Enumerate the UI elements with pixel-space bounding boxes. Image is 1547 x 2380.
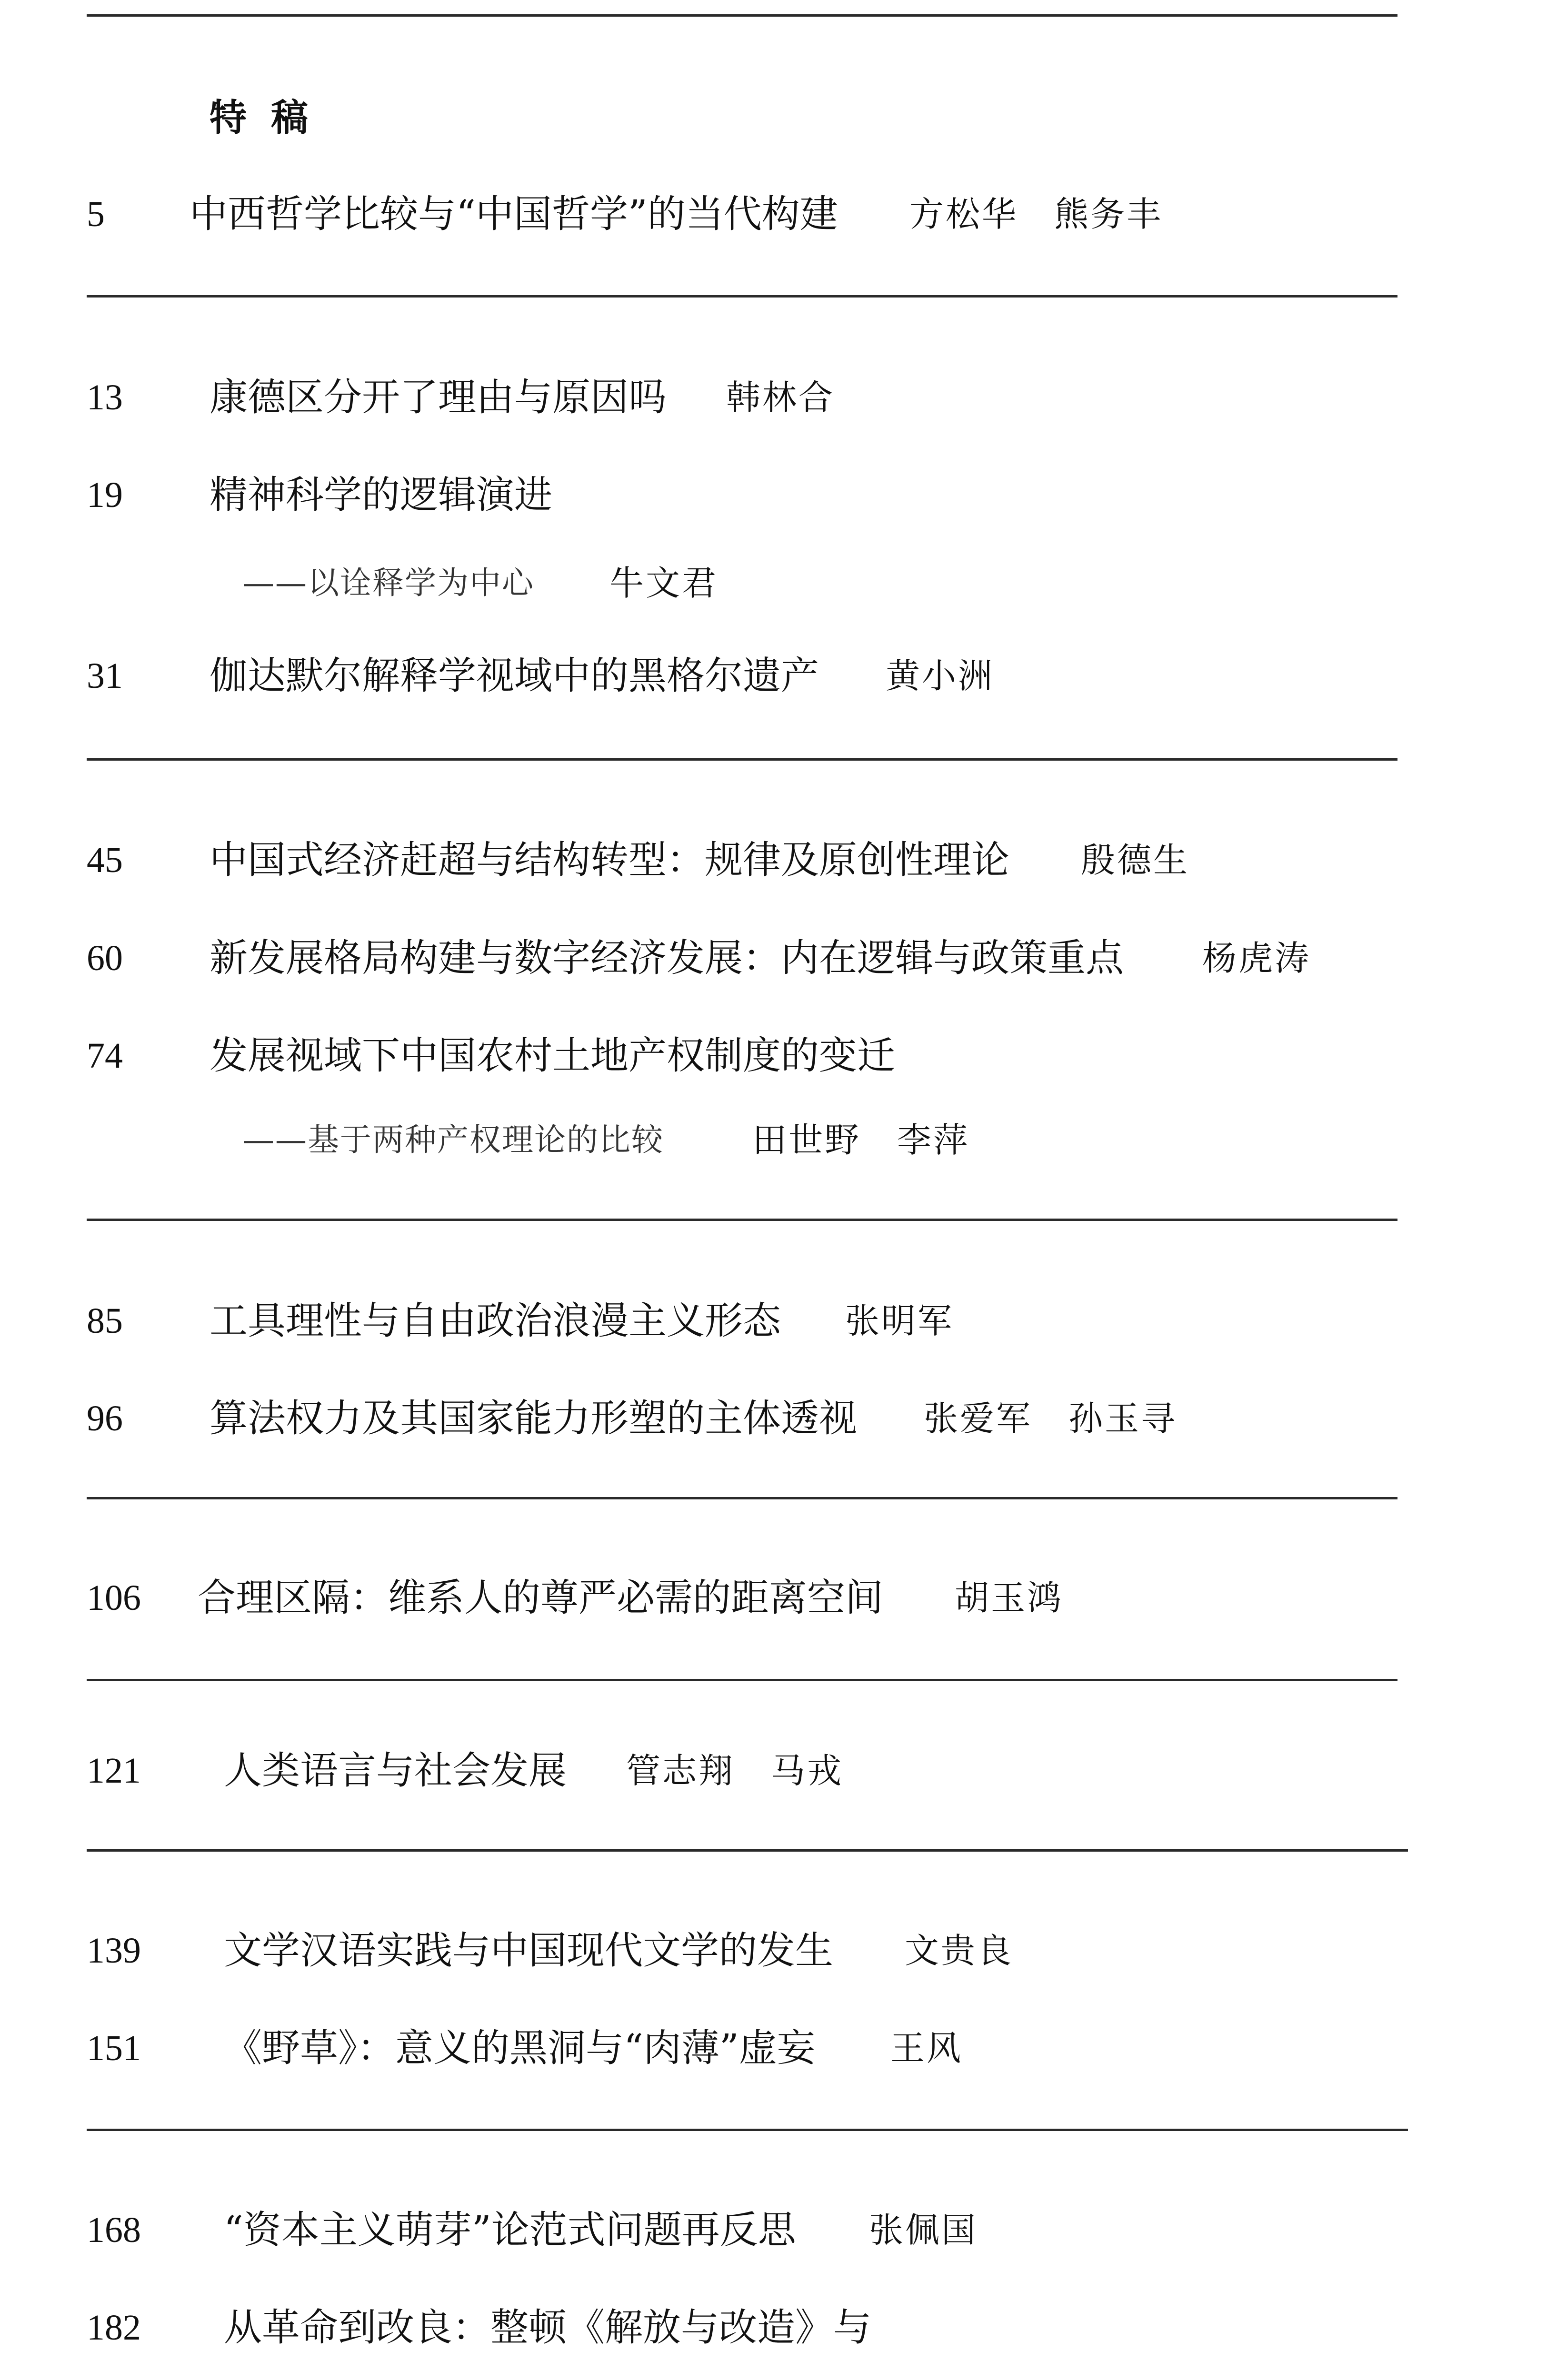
toc-entry[interactable] <box>0 1745 1547 1797</box>
page-number: 168 <box>87 2210 141 2250</box>
article-subtitle: ——基于两种产权理论的比较 <box>243 1121 664 1158</box>
toc-entry[interactable] <box>0 1572 1547 1624</box>
toc-entry[interactable] <box>0 650 1547 702</box>
divider <box>87 1849 1408 1852</box>
page-number: 121 <box>87 1751 141 1791</box>
article-title: 新发展格局构建与数字经济发展：内在逻辑与政策重点 <box>210 936 1124 980</box>
divider <box>87 1497 1397 1499</box>
article-title: 精神科学的逻辑演进 <box>210 473 552 517</box>
divider <box>87 1219 1397 1221</box>
toc-entry[interactable] <box>0 1924 1547 1977</box>
article-title: 算法权力及其国家能力形塑的主体透视 <box>210 1396 857 1440</box>
article-subtitle: ——以诠释学为中心 <box>243 565 534 601</box>
article-authors: 管志翔 马戎 <box>626 1751 844 1791</box>
toc-entry[interactable] <box>0 188 1547 240</box>
article-authors: 胡玉鸿 <box>955 1578 1064 1618</box>
toc-entry-subtitle-line <box>0 557 1547 609</box>
toc-entry[interactable] <box>0 834 1547 886</box>
divider <box>87 1679 1397 1681</box>
page-number: 96 <box>87 1398 123 1438</box>
article-title: 中西哲学比较与“中国哲学”的当代构建 <box>190 192 838 236</box>
toc-entry[interactable] <box>0 932 1547 984</box>
article-authors: 殷德生 <box>1081 840 1190 880</box>
article-title: “资本主义萌芽”论范式问题再反思 <box>224 2208 796 2252</box>
toc-entry[interactable] <box>0 1392 1547 1445</box>
page-number: 45 <box>87 840 123 880</box>
toc-entry-subtitle-line <box>0 1114 1547 1166</box>
page-number: 139 <box>87 1931 141 1971</box>
page-number: 74 <box>87 1036 123 1076</box>
toc-entry[interactable] <box>0 2204 1547 2256</box>
article-authors: 黄小洲 <box>886 656 995 696</box>
toc-entry[interactable] <box>0 469 1547 521</box>
article-title: 合理区隔：维系人的尊严必需的距离空间 <box>198 1576 883 1620</box>
toc-entry[interactable] <box>0 1295 1547 1347</box>
article-authors: 张明军 <box>845 1301 954 1341</box>
divider <box>87 2129 1408 2131</box>
article-title: 文学汉语实践与中国现代文学的发生 <box>224 1928 833 1973</box>
article-authors: 文贵良 <box>905 1931 1014 1971</box>
page-number: 182 <box>87 2308 141 2348</box>
page-number: 5 <box>87 194 105 234</box>
page-number: 106 <box>87 1578 141 1618</box>
article-title: 康德区分开了理由与原因吗 <box>210 375 667 419</box>
article-title: 人类语言与社会发展 <box>224 1748 567 1793</box>
page-number: 60 <box>87 938 123 978</box>
article-authors: 张佩国 <box>869 2210 978 2250</box>
article-title: 发展视域下中国农村土地产权制度的变迁 <box>210 1033 895 1078</box>
toc-entry[interactable] <box>0 1030 1547 1082</box>
article-authors: 田世野 李萍 <box>752 1120 970 1160</box>
article-authors: 王风 <box>890 2028 963 2068</box>
page-number: 31 <box>87 656 123 696</box>
divider <box>87 758 1397 761</box>
page-number: 19 <box>87 475 123 515</box>
divider <box>87 14 1397 17</box>
article-authors: 张爱军 孙玉寻 <box>924 1398 1178 1438</box>
page-number: 13 <box>87 377 123 417</box>
page-number: 151 <box>87 2028 141 2068</box>
toc-entry[interactable] <box>0 2301 1547 2354</box>
page-number: 85 <box>87 1301 123 1341</box>
article-authors: 韩林合 <box>726 377 835 417</box>
article-title: 中国式经济赶超与结构转型：规律及原创性理论 <box>210 838 1009 882</box>
article-authors: 方松华 熊务丰 <box>909 194 1163 234</box>
toc-entry[interactable] <box>0 371 1547 424</box>
article-title: 工具理性与自由政治浪漫主义形态 <box>210 1299 781 1343</box>
article-title: 从革命到改良：整顿《解放与改造》与 <box>224 2305 871 2350</box>
section-title-special: 特 稿 <box>210 97 314 139</box>
article-title: 伽达默尔解释学视域中的黑格尔遗产 <box>210 654 819 698</box>
article-title: 《野草》：意义的黑洞与“肉薄”虚妄 <box>224 2026 815 2070</box>
toc-entry[interactable] <box>0 2022 1547 2074</box>
article-authors: 牛文君 <box>609 563 719 603</box>
article-authors: 杨虎涛 <box>1202 938 1311 978</box>
divider <box>87 295 1397 298</box>
